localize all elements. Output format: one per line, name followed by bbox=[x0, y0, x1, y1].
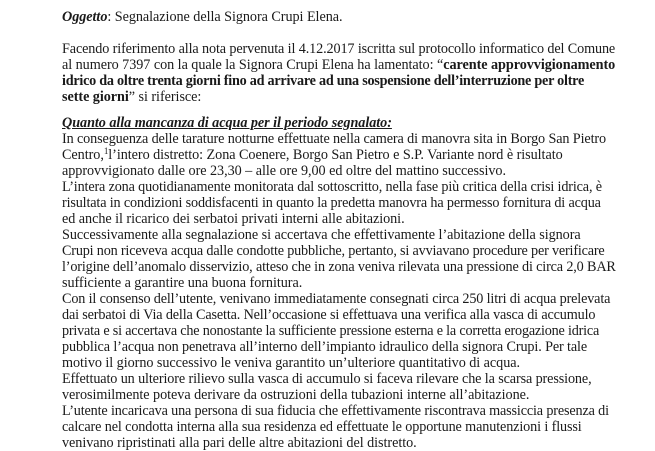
complaint-quote-middle: idrico da oltre trenta giorni fino ad arrivare ad una sospensione dell’interruzione per oltre bbox=[62, 73, 585, 89]
body-line-7: Successivamente alla segnalazione si accertava che effettivamente l’abitazione della signora bbox=[62, 227, 581, 243]
footnote-marker: 1 bbox=[103, 146, 109, 156]
body-line-9: l’origine dell’anomalo disservizio, atteso che in zona veniva rilevata una pressione di circa 2,0 BAR bbox=[62, 259, 616, 275]
body-line-2-text: l’intero distretto: Zona Coenere, Borgo San Pietro e S.P. Variante nord è risultato bbox=[108, 147, 563, 163]
body-line-4: L’intera zona quotidianamente monitorata dal sottoscritto, nella fase più critica della crisi idrica, è bbox=[62, 179, 602, 195]
body-line-3: approvvigionato dalle ore 23,30 – alle ore 9,00 ed oltre del mattino successivo. bbox=[62, 163, 506, 179]
complaint-quote-end: sette giorni bbox=[62, 89, 129, 105]
body-line-12: dai serbatoi di Via della Casetta. Nell’occasione si effettuava una verifica alla vasca di accumulo bbox=[62, 307, 596, 323]
body-line-1: In conseguenza delle tarature notturne effettuate nella camera di manovra sita in Borgo San Pietro bbox=[62, 131, 606, 147]
body-line-8: Crupi non riceveva acqua dalle condotte pubbliche, pertanto, si avviavano procedure per verificare bbox=[62, 243, 605, 259]
body-line-16: Effettuato un ulteriore rilievo sulla vasca di accumulo si faceva rilevare che la scarsa pressione, bbox=[62, 371, 592, 387]
intro-line-4 bbox=[62, 89, 201, 105]
body-line-10: sufficiente a garantire una buona fornitura. bbox=[62, 275, 303, 291]
intro-line-2 bbox=[62, 57, 615, 73]
section-heading: Quanto alla mancanza di acqua per il periodo segnalato: bbox=[62, 115, 392, 131]
body-line-17: verosimilmente poteva derivare da ostruzioni della tubazioni interne all’abitazione. bbox=[62, 387, 530, 403]
subject-label: Oggetto bbox=[62, 9, 108, 25]
body-line-13: privata e si accertava che nonostante la sufficiente pressione esterna e la corretta erogazione idrica bbox=[62, 323, 600, 339]
body-line-18: L’utente incaricava una persona di sua fiducia che effettivamente riscontrava massiccia presenza di bbox=[62, 403, 609, 419]
subject-line bbox=[62, 9, 343, 25]
body-line-15: motivo il giorno successivo le veniva garantito un’ulteriore quantitativo di acqua. bbox=[62, 355, 521, 371]
intro-line-2-text: al numero 7397 con la quale la Signora Crupi Elena ha lamentato: “ bbox=[62, 57, 444, 73]
subject-text: : Segnalazione della Signora Crupi Elena. bbox=[107, 9, 343, 25]
body-line-20: venivano ripristinati alla pari delle altre abitazioni del distretto. bbox=[62, 435, 417, 451]
body-line-6: ed anche il ricarico dei serbatoi privati interni alle abitazioni. bbox=[62, 211, 405, 227]
body-line-14: pubblica l’acqua non penetrava all’interno dell’impianto idraulico della signora Crupi. Per tale bbox=[62, 339, 588, 355]
intro-line-4-text: ” si riferisce: bbox=[128, 89, 202, 105]
complaint-quote-start: carente approvvigionamento bbox=[443, 57, 616, 73]
body-line-19: calcare nel condotta interna alla sua residenza ed effettuate le opportune manutenzioni i flussi bbox=[62, 419, 582, 435]
body-line-2 bbox=[62, 147, 563, 163]
intro-line-1: Facendo riferimento alla nota pervenuta il 4.12.2017 iscritta sul protocollo informatico del Comune bbox=[62, 41, 616, 57]
body-line-2-prefix: Centro, bbox=[62, 147, 104, 163]
body-line-5: risultata in condizioni soddisfacenti in quanto la predetta manovra ha permesso fornitura di acqua bbox=[62, 195, 601, 211]
body-line-11: Con il consenso dell’utente, venivano immediatamente consegnati circa 250 litri di acqua prelevata bbox=[62, 291, 611, 307]
